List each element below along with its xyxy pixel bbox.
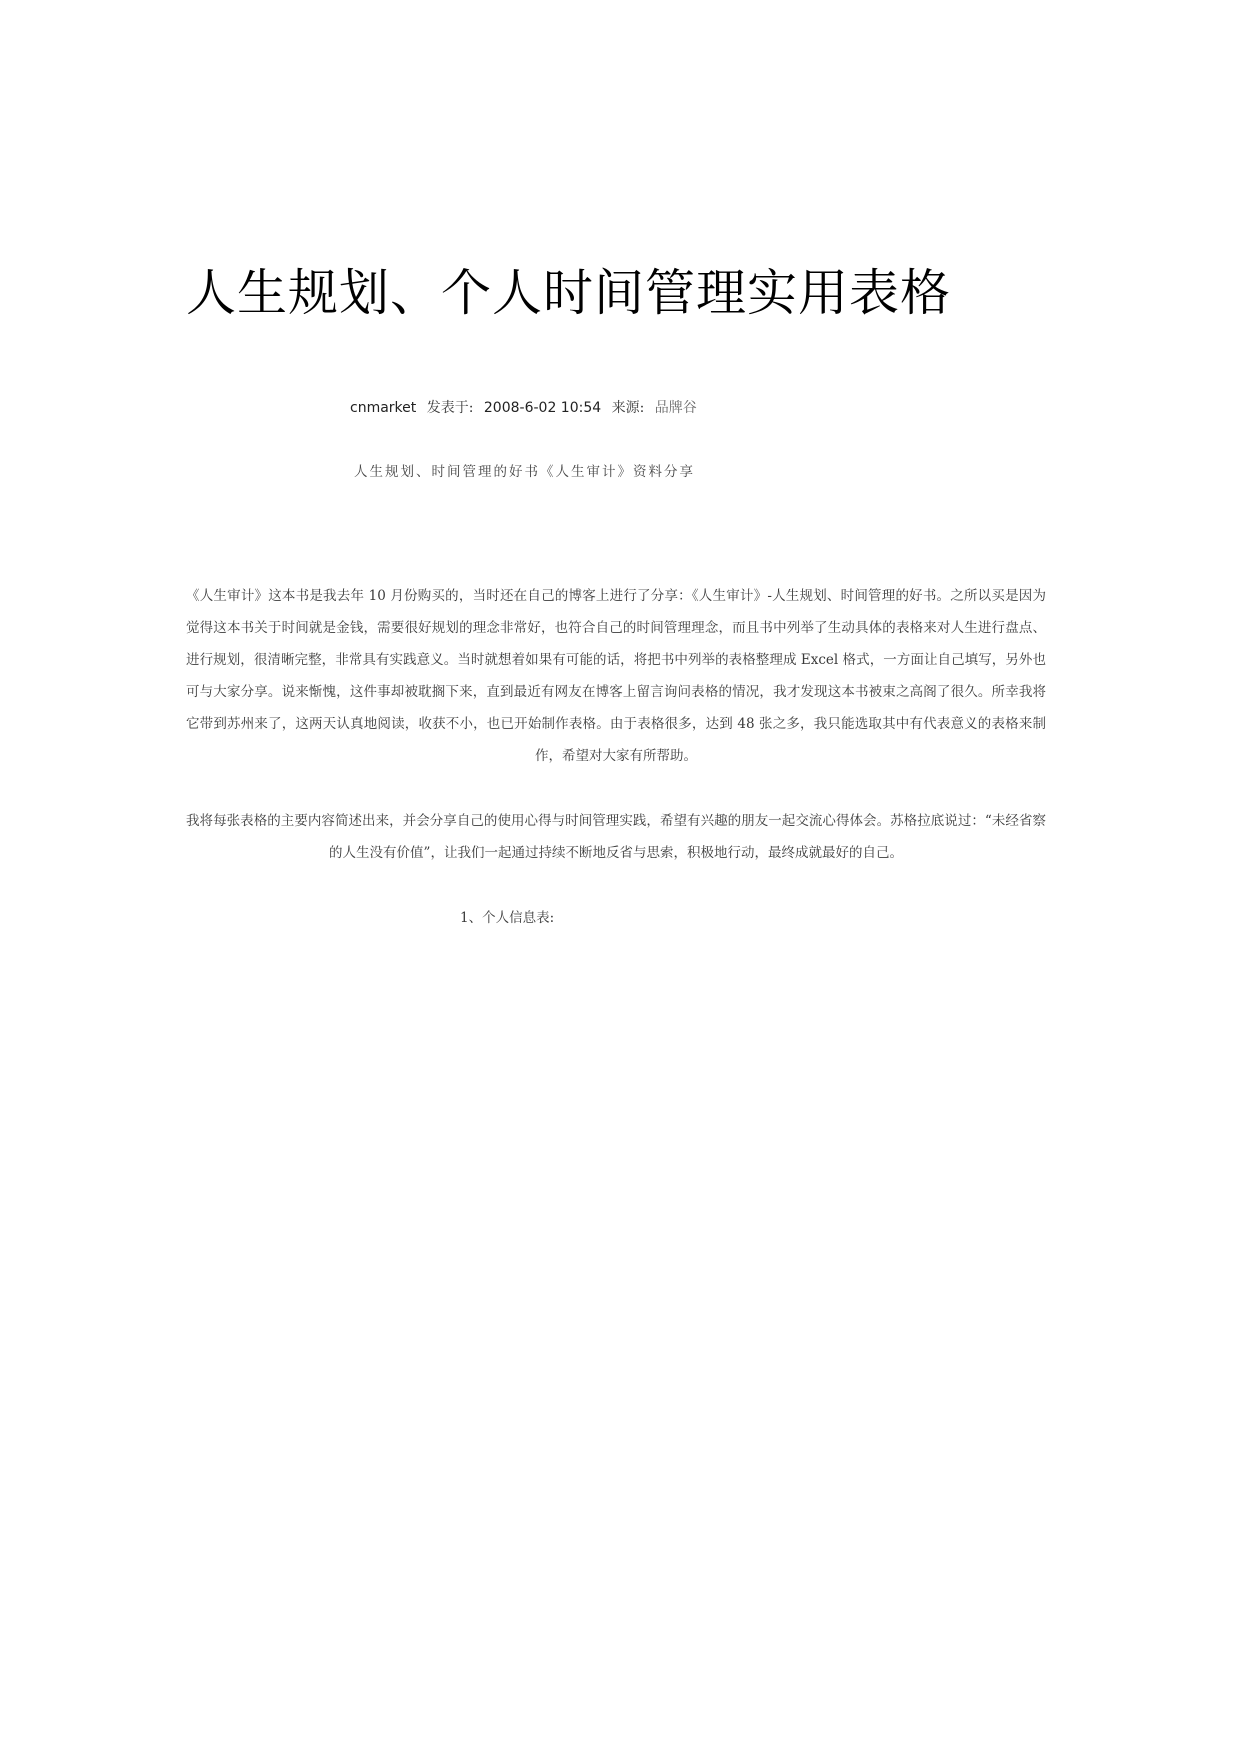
article-meta (350, 397, 697, 417)
author-name: cnmarket (350, 400, 417, 416)
source-name: 品牌谷 (654, 400, 697, 416)
body-paragraph-2: 我将每张表格的主要内容简述出来，并会分享自己的使用心得与时间管理实践，希望有兴趣的朋友一起交流心得体会。苏格拉底说过：“未经省察的人生没有价值”，让我们一起通过持续不断地反省与思索，积极地行动，最终成就最好的自己。 (186, 813, 1046, 861)
section-heading: 1、个人信息表: (460, 910, 555, 926)
body-paragraph-1: 《人生审计》这本书是我去年 10 月份购买的，当时还在自己的博客上进行了分享：《人生审计》-人生规划、时间管理的好书。之所以买是因为觉得这本书关于时间就是金钱，需要很好规划的理念非常好，也符合自己的时间管理理念，而且书中列举了生动具体的表格来对人生进行盘点、进行规划，很清晰完整，非常具有实践意义。当时就想着如果有可能的话，将把书中列举的表格整理成 Excel 格式，一方面让自己填写，另外也可与大家分享。说来惭愧，这件事却被耽搁下来，直到最近有网友在博客上留言询问表格的情况，我才发现这本书被束之高阁了很久。所幸我将它带到苏州来了，这两天认真地阅读，收获不小，也已开始制作表格。由于表格很多，达到 48 张之多，我只能选取其中有代表意义的表格来制作，希望对大家有所帮助。 (186, 588, 1046, 764)
article-subtitle: 人生规划、时间管理的好书《人生审计》资料分享 (354, 464, 695, 480)
article-title: 人生规划、个人时间管理实用表格 (186, 264, 951, 322)
posted-label: 发表于: (426, 400, 474, 416)
source-label: 来源: (611, 400, 645, 416)
post-datetime: 2008-6-02 10:54 (483, 400, 602, 416)
